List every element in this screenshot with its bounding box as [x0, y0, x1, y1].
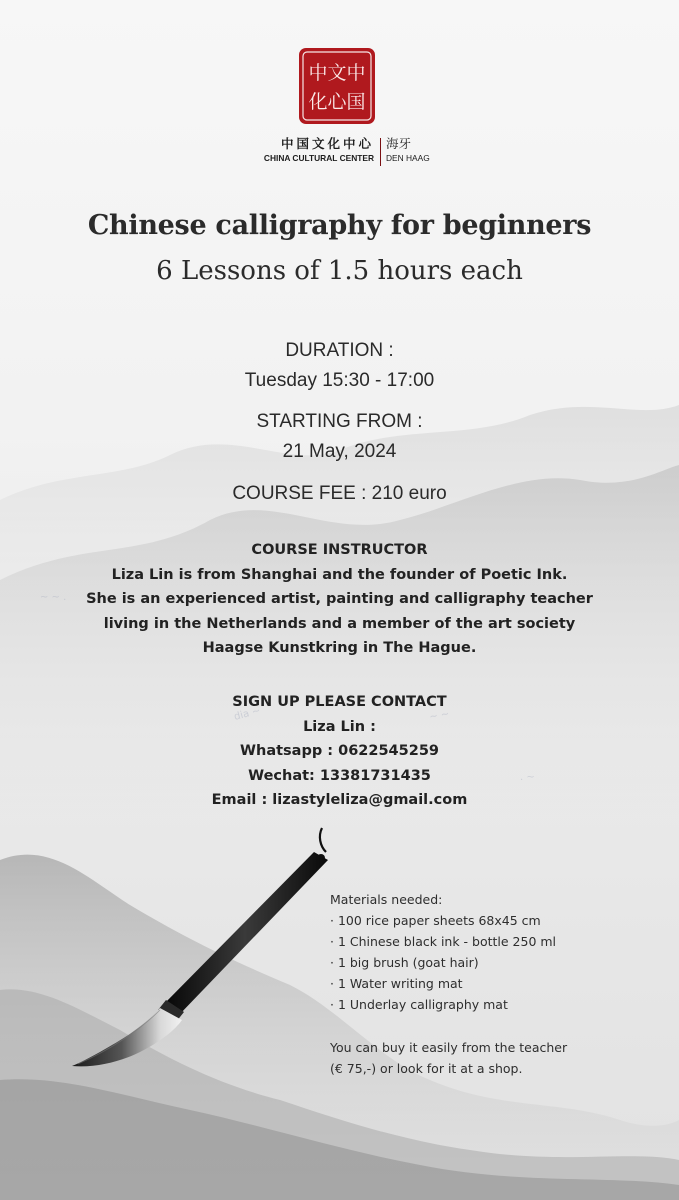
duration-label: DURATION :	[285, 340, 394, 361]
materials-list	[330, 889, 650, 1015]
course-fee: COURSE FEE : 210 euro	[232, 483, 447, 504]
instructor-line: living in the Netherlands and a member of the art society	[103, 615, 576, 632]
contact-name: Liza Lin :	[303, 718, 376, 735]
list-item: · 1 Underlay calligraphy mat	[330, 997, 508, 1012]
center-name-en: CHINA CULTURAL CENTER	[263, 153, 374, 163]
seal-logo	[299, 48, 375, 124]
instructor-section	[0, 538, 679, 661]
seal-char: 中	[346, 62, 366, 84]
purchase-note	[330, 1037, 660, 1079]
instructor-heading: COURSE INSTRUCTOR	[251, 542, 428, 558]
course-subtitle: 6 Lessons of 1.5 hours each	[156, 256, 523, 286]
instructor-line: Haagse Kunstkring in The Hague.	[202, 640, 477, 656]
contact-section	[0, 690, 679, 813]
contact-email: Email : lizastyleliza@gmail.com	[211, 792, 468, 808]
divider	[380, 138, 381, 166]
starting-value: 21 May, 2024	[282, 441, 397, 462]
city-zh: 海牙	[386, 136, 412, 151]
materials-heading: Materials needed:	[330, 892, 443, 907]
purchase-note-line: (€ 75,-) or look for it at a shop.	[330, 1061, 523, 1076]
center-name-left	[250, 136, 374, 164]
course-title: Chinese calligraphy for beginners	[87, 210, 592, 241]
contact-wechat: Wechat: 13381731435	[248, 767, 431, 784]
svg-text:. ~: . ~	[520, 772, 535, 783]
instructor-line: She is an experienced artist, painting and calligraphy teacher	[86, 591, 593, 607]
center-name-lockup	[250, 136, 450, 170]
center-name-zh: 中国文化中心	[280, 136, 374, 151]
seal-char: 心	[327, 91, 347, 113]
duration-value: Tuesday 15:30 - 17:00	[244, 370, 435, 391]
svg-text:dia ~: dia ~	[232, 705, 262, 723]
list-item: · 1 Water writing mat	[330, 976, 463, 991]
svg-text:~ ~ .: ~ ~ .	[40, 592, 67, 603]
svg-text:~ ~: ~ ~	[428, 708, 451, 723]
seal-char: 文	[327, 62, 347, 84]
list-item: · 1 big brush (goat hair)	[330, 955, 479, 970]
seal-char: 中	[308, 62, 328, 84]
contact-whatsapp: Whatsapp : 0622545259	[240, 743, 439, 759]
list-item: · 1 Chinese black ink - bottle 250 ml	[330, 934, 557, 949]
seal-char: 化	[308, 91, 328, 113]
starting-label: STARTING FROM :	[256, 411, 423, 432]
purchase-note-line: You can buy it easily from the teacher	[330, 1040, 568, 1055]
city-en: DEN HAAG	[386, 153, 430, 163]
contact-heading: SIGN UP PLEASE CONTACT	[232, 694, 447, 710]
center-city	[386, 136, 456, 164]
instructor-line: Liza Lin is from Shanghai and the founder of Poetic Ink.	[111, 566, 568, 583]
seal-char: 国	[346, 91, 366, 113]
list-item: · 100 rice paper sheets 68x45 cm	[330, 913, 541, 928]
